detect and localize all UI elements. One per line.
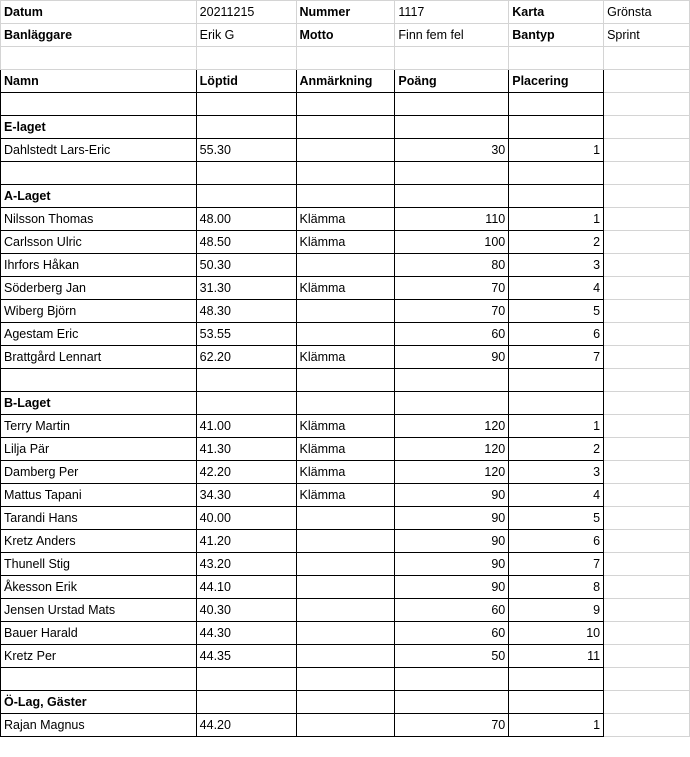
table-row	[1, 231, 690, 254]
remark[interactable]	[296, 645, 395, 668]
table-row	[1, 208, 690, 231]
remark[interactable]	[296, 622, 395, 645]
runner-name[interactable]: Agestam Eric	[1, 323, 197, 346]
run-time[interactable]: 48.50	[196, 231, 296, 254]
cell[interactable]	[196, 47, 296, 70]
cell[interactable]	[395, 185, 509, 208]
remark[interactable]: Klämma	[296, 484, 395, 507]
group-title[interactable]: Ö-Lag, Gäster	[1, 691, 197, 714]
points[interactable]: 70	[395, 714, 509, 737]
runner-name[interactable]: Söderberg Jan	[1, 277, 197, 300]
col-header-poang[interactable]: Poäng	[395, 70, 509, 93]
cell[interactable]	[196, 691, 296, 714]
remark[interactable]: Klämma	[296, 208, 395, 231]
placement[interactable]: 7	[509, 553, 604, 576]
placement[interactable]: 1	[509, 714, 604, 737]
remark[interactable]	[296, 300, 395, 323]
blank-row	[1, 369, 690, 392]
bantyp-value[interactable]: Sprint	[604, 24, 690, 47]
cell[interactable]	[604, 300, 690, 323]
points[interactable]: 90	[395, 530, 509, 553]
cell[interactable]	[1, 93, 197, 116]
remark[interactable]	[296, 714, 395, 737]
motto-value[interactable]: Finn fem fel	[395, 24, 509, 47]
remark[interactable]: Klämma	[296, 415, 395, 438]
remark[interactable]: Klämma	[296, 438, 395, 461]
cell[interactable]	[395, 369, 509, 392]
cell[interactable]	[604, 415, 690, 438]
runner-name[interactable]: Damberg Per	[1, 461, 197, 484]
points[interactable]: 60	[395, 599, 509, 622]
points[interactable]: 90	[395, 576, 509, 599]
run-time[interactable]: 31.30	[196, 277, 296, 300]
run-time[interactable]: 41.20	[196, 530, 296, 553]
points[interactable]: 100	[395, 231, 509, 254]
run-time[interactable]: 44.10	[196, 576, 296, 599]
placement[interactable]: 2	[509, 438, 604, 461]
cell[interactable]	[604, 622, 690, 645]
points[interactable]: 80	[395, 254, 509, 277]
points[interactable]: 60	[395, 622, 509, 645]
placement[interactable]: 6	[509, 530, 604, 553]
datum-label[interactable]: Datum	[1, 1, 197, 24]
cell[interactable]	[296, 369, 395, 392]
cell[interactable]	[509, 162, 604, 185]
cell[interactable]	[604, 599, 690, 622]
cell[interactable]	[296, 185, 395, 208]
cell[interactable]	[604, 576, 690, 599]
group-title[interactable]: E-laget	[1, 116, 197, 139]
remark[interactable]: Klämma	[296, 231, 395, 254]
table-row	[1, 438, 690, 461]
cell[interactable]	[196, 185, 296, 208]
cell[interactable]	[1, 668, 197, 691]
run-time[interactable]: 43.20	[196, 553, 296, 576]
col-header-placering[interactable]: Placering	[509, 70, 604, 93]
remark[interactable]	[296, 599, 395, 622]
cell[interactable]	[604, 323, 690, 346]
cell[interactable]	[604, 277, 690, 300]
remark[interactable]: Klämma	[296, 277, 395, 300]
runner-name[interactable]: Lilja Pär	[1, 438, 197, 461]
cell[interactable]	[604, 47, 690, 70]
run-time[interactable]: 48.30	[196, 300, 296, 323]
runner-name[interactable]: Kretz Per	[1, 645, 197, 668]
cell[interactable]	[395, 392, 509, 415]
points[interactable]: 120	[395, 415, 509, 438]
banlaggare-label[interactable]: Banläggare	[1, 24, 197, 47]
col-header-anmarkning[interactable]: Anmärkning	[296, 70, 395, 93]
points[interactable]: 70	[395, 277, 509, 300]
runner-name[interactable]: Brattgård Lennart	[1, 346, 197, 369]
cell[interactable]	[604, 484, 690, 507]
cell[interactable]	[196, 93, 296, 116]
cell[interactable]	[604, 668, 690, 691]
nummer-value[interactable]: 1117	[395, 1, 509, 24]
placement[interactable]: 2	[509, 231, 604, 254]
bantyp-label[interactable]: Bantyp	[509, 24, 604, 47]
cell[interactable]	[296, 47, 395, 70]
run-time[interactable]: 50.30	[196, 254, 296, 277]
runner-name[interactable]: Thunell Stig	[1, 553, 197, 576]
cell[interactable]	[296, 691, 395, 714]
column-header-row	[1, 70, 690, 93]
table-row	[1, 714, 690, 737]
table-row	[1, 484, 690, 507]
cell[interactable]	[604, 162, 690, 185]
placement[interactable]: 7	[509, 346, 604, 369]
cell[interactable]	[509, 116, 604, 139]
table-row	[1, 323, 690, 346]
run-time[interactable]: 55.30	[196, 139, 296, 162]
points[interactable]: 50	[395, 645, 509, 668]
cell[interactable]	[1, 47, 197, 70]
blank-row	[1, 162, 690, 185]
header-row-1	[1, 1, 690, 24]
cell[interactable]	[509, 93, 604, 116]
placement[interactable]: 5	[509, 300, 604, 323]
cell[interactable]	[509, 691, 604, 714]
placement[interactable]: 9	[509, 599, 604, 622]
table-row	[1, 277, 690, 300]
cell[interactable]	[604, 93, 690, 116]
cell[interactable]	[604, 231, 690, 254]
placement[interactable]: 6	[509, 323, 604, 346]
runner-name[interactable]: Carlsson Ulric	[1, 231, 197, 254]
table-row	[1, 622, 690, 645]
header-row-2	[1, 24, 690, 47]
cell[interactable]	[196, 162, 296, 185]
runner-name[interactable]: Rajan Magnus	[1, 714, 197, 737]
cell[interactable]	[395, 116, 509, 139]
placement[interactable]: 3	[509, 461, 604, 484]
cell[interactable]	[509, 47, 604, 70]
placement[interactable]: 1	[509, 208, 604, 231]
banlaggare-value[interactable]: Erik G	[196, 24, 296, 47]
cell[interactable]	[604, 553, 690, 576]
cell[interactable]	[604, 438, 690, 461]
remark[interactable]	[296, 323, 395, 346]
cell[interactable]	[604, 208, 690, 231]
cell[interactable]	[296, 668, 395, 691]
cell[interactable]	[509, 392, 604, 415]
nummer-label[interactable]: Nummer	[296, 1, 395, 24]
cell[interactable]	[1, 162, 197, 185]
table-row	[1, 415, 690, 438]
runner-name[interactable]: Dahlstedt Lars-Eric	[1, 139, 197, 162]
table-row	[1, 576, 690, 599]
group-title[interactable]: B-Laget	[1, 392, 197, 415]
blank-row	[1, 93, 690, 116]
motto-label[interactable]: Motto	[296, 24, 395, 47]
cell[interactable]	[604, 254, 690, 277]
runner-name[interactable]: Nilsson Thomas	[1, 208, 197, 231]
spacer-row	[1, 47, 690, 70]
remark[interactable]	[296, 507, 395, 530]
cell[interactable]	[395, 691, 509, 714]
points[interactable]: 90	[395, 346, 509, 369]
run-time[interactable]: 44.20	[196, 714, 296, 737]
cell[interactable]	[604, 346, 690, 369]
runner-name[interactable]: Tarandi Hans	[1, 507, 197, 530]
table-row	[1, 599, 690, 622]
cell[interactable]	[604, 139, 690, 162]
placement[interactable]: 8	[509, 576, 604, 599]
remark[interactable]	[296, 254, 395, 277]
table-row	[1, 461, 690, 484]
points[interactable]: 120	[395, 438, 509, 461]
table-row	[1, 530, 690, 553]
run-time[interactable]: 53.55	[196, 323, 296, 346]
table-row	[1, 507, 690, 530]
cell[interactable]	[604, 185, 690, 208]
run-time[interactable]: 62.20	[196, 346, 296, 369]
runner-name[interactable]: Bauer Harald	[1, 622, 197, 645]
cell[interactable]	[604, 645, 690, 668]
group-title-row	[1, 185, 690, 208]
cell[interactable]	[604, 714, 690, 737]
placement[interactable]: 4	[509, 277, 604, 300]
points[interactable]: 90	[395, 507, 509, 530]
table-row	[1, 254, 690, 277]
cell[interactable]	[509, 185, 604, 208]
run-time[interactable]: 41.30	[196, 438, 296, 461]
cell[interactable]	[604, 116, 690, 139]
table-row	[1, 139, 690, 162]
placement[interactable]: 5	[509, 507, 604, 530]
cell[interactable]	[1, 369, 197, 392]
cell[interactable]	[509, 668, 604, 691]
datum-value[interactable]: 20211215	[196, 1, 296, 24]
cell[interactable]	[509, 369, 604, 392]
remark[interactable]	[296, 139, 395, 162]
placement[interactable]: 4	[509, 484, 604, 507]
run-time[interactable]: 34.30	[196, 484, 296, 507]
cell[interactable]	[604, 70, 690, 93]
points[interactable]: 90	[395, 484, 509, 507]
table-row	[1, 553, 690, 576]
remark[interactable]: Klämma	[296, 461, 395, 484]
col-header-namn[interactable]: Namn	[1, 70, 197, 93]
remark[interactable]	[296, 553, 395, 576]
placement[interactable]: 11	[509, 645, 604, 668]
run-time[interactable]: 42.20	[196, 461, 296, 484]
cell[interactable]	[604, 530, 690, 553]
run-time[interactable]: 40.30	[196, 599, 296, 622]
points[interactable]: 30	[395, 139, 509, 162]
cell[interactable]	[296, 116, 395, 139]
placement[interactable]: 10	[509, 622, 604, 645]
run-time[interactable]: 40.00	[196, 507, 296, 530]
cell[interactable]	[296, 93, 395, 116]
group-title-row	[1, 392, 690, 415]
points[interactable]: 60	[395, 323, 509, 346]
cell[interactable]	[604, 461, 690, 484]
runner-name[interactable]: Wiberg Björn	[1, 300, 197, 323]
run-time[interactable]: 48.00	[196, 208, 296, 231]
col-header-loptid[interactable]: Löptid	[196, 70, 296, 93]
group-title-row	[1, 116, 690, 139]
cell[interactable]	[196, 668, 296, 691]
cell[interactable]	[604, 691, 690, 714]
runner-name[interactable]: Jensen Urstad Mats	[1, 599, 197, 622]
cell[interactable]	[604, 392, 690, 415]
runner-name[interactable]: Åkesson Erik	[1, 576, 197, 599]
placement[interactable]: 1	[509, 415, 604, 438]
runner-name[interactable]: Ihrfors Håkan	[1, 254, 197, 277]
table-row	[1, 645, 690, 668]
blank-row	[1, 668, 690, 691]
runner-name[interactable]: Mattus Tapani	[1, 484, 197, 507]
cell[interactable]	[296, 162, 395, 185]
cell[interactable]	[395, 162, 509, 185]
points[interactable]: 90	[395, 553, 509, 576]
remark[interactable]	[296, 530, 395, 553]
cell[interactable]	[395, 47, 509, 70]
points[interactable]: 120	[395, 461, 509, 484]
cell[interactable]	[395, 93, 509, 116]
table-row	[1, 346, 690, 369]
run-time[interactable]: 41.00	[196, 415, 296, 438]
cell[interactable]	[296, 392, 395, 415]
group-title[interactable]: A-Laget	[1, 185, 197, 208]
cell[interactable]	[196, 369, 296, 392]
placement[interactable]: 3	[509, 254, 604, 277]
group-title-row	[1, 691, 690, 714]
cell[interactable]	[196, 392, 296, 415]
table-row	[1, 300, 690, 323]
cell[interactable]	[604, 507, 690, 530]
placement[interactable]: 1	[509, 139, 604, 162]
runner-name[interactable]: Terry Martin	[1, 415, 197, 438]
cell[interactable]	[395, 668, 509, 691]
karta-value[interactable]: Grönsta	[604, 1, 690, 24]
points[interactable]: 110	[395, 208, 509, 231]
remark[interactable]: Klämma	[296, 346, 395, 369]
run-time[interactable]: 44.30	[196, 622, 296, 645]
run-time[interactable]: 44.35	[196, 645, 296, 668]
cell[interactable]	[196, 116, 296, 139]
points[interactable]: 70	[395, 300, 509, 323]
runner-name[interactable]: Kretz Anders	[1, 530, 197, 553]
cell[interactable]	[604, 369, 690, 392]
remark[interactable]	[296, 576, 395, 599]
karta-label[interactable]: Karta	[509, 1, 604, 24]
